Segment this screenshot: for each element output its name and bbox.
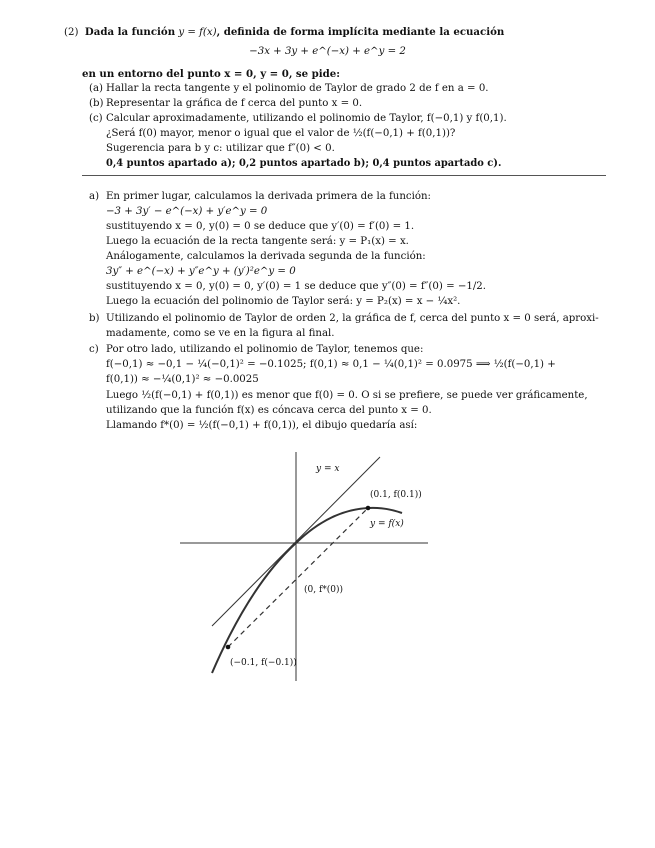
statement-function: y = f(x) [178, 27, 217, 38]
solution-a-line: Luego la ecuación de la recta tangente será: y = P₁(x) = x. [106, 236, 409, 247]
item-c-text: Calcular aproximadamente, utilizando el polinomio de Taylor, f(−0,1) y f(0,1). [106, 113, 507, 124]
solution-c-line: Luego ½(f(−0,1) + f(0,1)) es menor que f(0) = 0. O si se prefiere, se puede ver gráficamente, [106, 390, 588, 401]
right-point-label: (0.1, f(0.1)) [370, 490, 422, 500]
item-a-label: (a) [89, 83, 104, 94]
secant-dashed-line [228, 508, 368, 647]
solution-c-line: Por otro lado, utilizando el polinomio de Taylor, tenemos que: [106, 344, 424, 355]
points-text: 0,4 puntos apartado a); 0,2 puntos apartado b); 0,4 puntos apartado c). [106, 158, 502, 169]
solution-a-line: Análogamente, calculamos la derivada segunda de la función: [106, 251, 426, 262]
solution-c-label: c) [89, 344, 99, 355]
solution-c-line: f(−0,1) ≈ −0,1 − ¼(−0,1)² = −0.1025; f(0,1) ≈ 0,1 − ¼(0,1)² = 0.0975 ⟹ ½(f(−0,1) + [106, 359, 556, 370]
statement-tail: , definida de forma implícita mediante la ecuación [216, 26, 505, 38]
solution-a-line: −3 + 3y′ − e^(−x) + y′e^y = 0 [106, 206, 268, 217]
left-point-label: (−0.1, f(−0.1)) [230, 658, 297, 668]
problem-number: (2) [64, 27, 79, 38]
tangent-label: y = x [316, 464, 340, 474]
solution-a-line: En primer lugar, calculamos la derivada primera de la función: [106, 191, 431, 202]
solution-a-line: 3y″ + e^(−x) + y″e^y + (y′)²e^y = 0 [106, 266, 296, 277]
statement-lead: Dada la función [84, 26, 176, 38]
item-b-text: Representar la gráfica de f cerca del punto x = 0. [106, 98, 363, 109]
mid-point-label: (0, f*(0)) [304, 585, 344, 595]
curve-label: y = f(x) [370, 519, 404, 529]
solution-a-line: sustituyendo x = 0, y(0) = 0, y′(0) = 1 se deduce que y″(0) = f″(0) = −1/2. [106, 281, 487, 292]
solution-c-line: Llamando f*(0) = ½(f(−0,1) + f(0,1)), el dibujo quedaría así: [106, 420, 418, 431]
item-c-question: ¿Será f(0) mayor, menor o igual que el valor de ½(f(−0,1) + f(0,1))? [106, 128, 456, 139]
implicit-equation: −3x + 3y + e^(−x) + e^y = 2 [249, 46, 406, 57]
item-b-label: (b) [89, 98, 104, 109]
hint-text: Sugerencia para b y c: utilizar que f″(0) < 0. [106, 143, 335, 154]
solution-b-label: b) [89, 313, 100, 324]
item-c-label: (c) [89, 113, 103, 124]
solution-b-line: madamente, como se ve en la figura al final. [106, 328, 335, 339]
solution-a-line: sustituyendo x = 0, y(0) = 0 se deduce que y′(0) = f′(0) = 1. [106, 221, 415, 232]
solution-c-line: utilizando que la función f(x) es cóncava cerca del punto x = 0. [106, 405, 432, 416]
solution-b-line: Utilizando el polinomio de Taylor de orden 2, la gráfica de f, cerca del punto x = 0 será, aproxi- [106, 313, 599, 324]
condition-text: en un entorno del punto x = 0, y = 0, se pide: [82, 68, 341, 80]
solution-a-line: Luego la ecuación del polinomio de Taylor será: y = P₂(x) = x − ¼x². [106, 296, 461, 307]
left-point [226, 645, 231, 650]
right-point [366, 506, 371, 511]
solution-a-label: a) [89, 191, 100, 202]
solution-c-line: f(0,1)) ≈ −¼(0,1)² ≈ −0.0025 [106, 374, 259, 385]
item-a-text: Hallar la recta tangente y el polinomio de Taylor de grado 2 de f en a = 0. [106, 83, 489, 94]
